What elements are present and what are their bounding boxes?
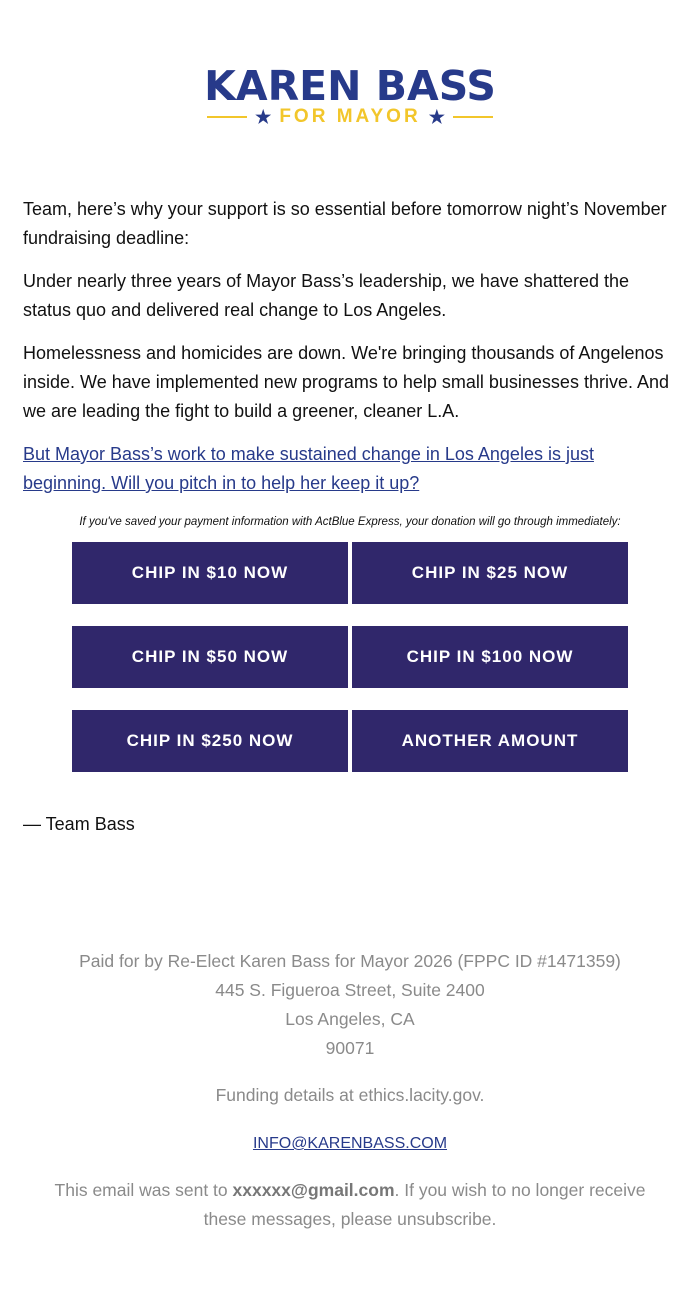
- recipient-email: xxxxxx@gmail.com: [232, 1180, 395, 1200]
- footer: [0, 947, 700, 1234]
- chip-in-250-button[interactable]: CHIP IN $250 NOW: [72, 710, 348, 772]
- chip-in-10-button[interactable]: CHIP IN $10 NOW: [72, 542, 348, 604]
- funding-details: Funding details at ethics.lacity.gov.: [215, 1085, 485, 1105]
- info-email-link[interactable]: INFO@KARENBASS.COM: [252, 1135, 448, 1152]
- email-body: [0, 195, 700, 498]
- star-icon: ★: [428, 106, 445, 127]
- paragraph: Homelessness and homicides are down. We're bringing thousands of Angelenos inside. We have implemented new programs to help small businesses thrive. And we are leading the fight to build a greener, cleaner L.A.: [23, 343, 669, 421]
- signoff: — Team Bass: [23, 814, 135, 834]
- paragraph: Team, here’s why your support is so essential before tomorrow night’s November fundraising deadline:: [23, 199, 667, 248]
- star-icon: ★: [255, 106, 272, 127]
- address-street: 445 S. Figueroa Street, Suite 2400: [215, 980, 485, 1000]
- chip-in-50-button[interactable]: CHIP IN $50 NOW: [72, 626, 348, 688]
- sent-text: This email was sent to: [54, 1180, 233, 1200]
- paid-for: Paid for by Re-Elect Karen Bass for Mayor 2026 (FPPC ID #1471359): [79, 951, 621, 971]
- paragraph: Under nearly three years of Mayor Bass’s leadership, we have shattered the status quo and delivered real change to Los Angeles.: [23, 271, 629, 320]
- address-zip: 90071: [325, 1038, 375, 1058]
- campaign-logo: [0, 0, 700, 162]
- another-amount-button[interactable]: ANOTHER AMOUNT: [352, 710, 628, 772]
- chip-in-100-button[interactable]: CHIP IN $100 NOW: [352, 626, 628, 688]
- chip-in-25-button[interactable]: CHIP IN $25 NOW: [352, 542, 628, 604]
- unsubscribe-text[interactable]: . If you wish to no longer receive these messages, please unsubscribe.: [203, 1180, 646, 1229]
- logo-title: KAREN BASS: [204, 62, 496, 110]
- address-city: Los Angeles, CA: [285, 1009, 415, 1029]
- donate-link[interactable]: But Mayor Bass’s work to make sustained change in Los Angeles is just beginning. Will you pitch in to help her keep it up?: [23, 444, 594, 493]
- actblue-note: If you've saved your payment information with ActBlue Express, your donation will go through immediately:: [79, 516, 621, 528]
- donation-buttons: [0, 542, 700, 772]
- logo-subtitle: FOR MAYOR: [279, 106, 421, 127]
